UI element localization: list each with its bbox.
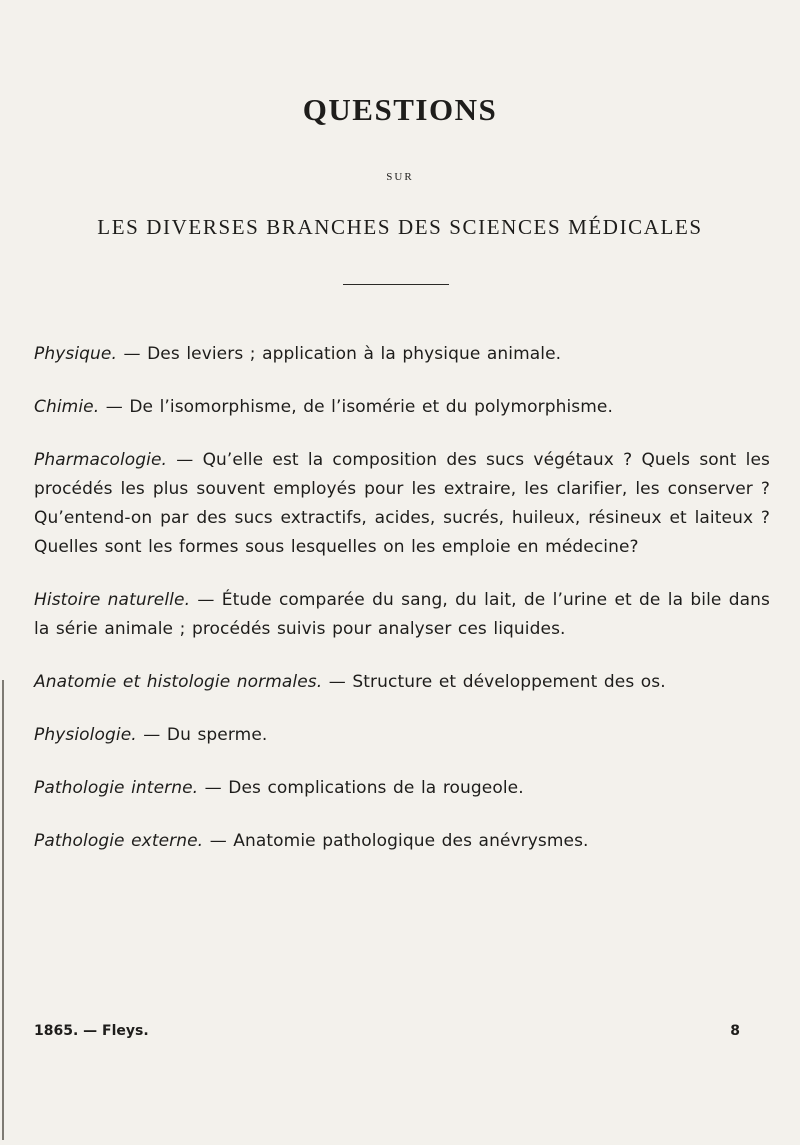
subject-label: Histoire naturelle. (34, 590, 191, 610)
question-anatomie (34, 668, 770, 697)
subject-label: Pathologie externe. (34, 831, 204, 851)
separator-rule (343, 284, 449, 285)
question-histoire-naturelle (34, 586, 770, 644)
question-text: — Structure et développement des os. (322, 672, 666, 692)
question-physiologie (34, 721, 770, 750)
page-edge-line (2, 680, 4, 1140)
question-pathologie-externe (34, 827, 770, 856)
question-physique (34, 340, 770, 369)
question-chimie (34, 393, 770, 422)
title-connector: SUR (386, 171, 414, 183)
page-title: QUESTIONS (302, 92, 498, 127)
signature-mark: 8 (730, 1023, 740, 1039)
subject-label: Pharmacologie. (34, 450, 168, 470)
question-text: — Du sperme. (136, 725, 268, 745)
printer-imprint: 1865. — Fleys. (34, 1023, 149, 1039)
subject-label: Physique. (34, 344, 117, 364)
subject-label: Anatomie et histologie normales. (34, 672, 323, 692)
question-text: — Qu’elle est la composition des sucs végétaux ? Quels sont les procédés les plus souvent employés pour les extraire, les clarifier, les conserver ? Qu’entend-on par des sucs extractifs, acides, sucrés, huileux, résineux et laiteux ? Quelles sont les formes sous lesquelles on les emploie en médecine? (34, 450, 770, 557)
question-text: — Des leviers ; application à la physique animale. (117, 344, 562, 364)
question-pathologie-interne (34, 774, 770, 803)
subject-label: Pathologie interne. (34, 778, 199, 798)
question-text: — Étude comparée du sang, du lait, de l’urine et de la bile dans la série animale ; procédés suivis pour analyser ces liquides. (34, 590, 771, 639)
question-text: — De l’isomorphisme, de l’isomérie et du polymorphisme. (99, 397, 613, 417)
subject-label: Physiologie. (34, 725, 137, 745)
question-text: — Des complications de la rougeole. (198, 778, 524, 798)
question-pharmacologie (34, 446, 770, 562)
subject-label: Chimie. (34, 397, 100, 417)
page-subtitle: LES DIVERSES BRANCHES DES SCIENCES MÉDICALES (97, 215, 703, 239)
page-footer (34, 1023, 740, 1039)
questions-list (34, 340, 770, 873)
question-text: — Anatomie pathologique des anévrysmes. (203, 831, 589, 851)
